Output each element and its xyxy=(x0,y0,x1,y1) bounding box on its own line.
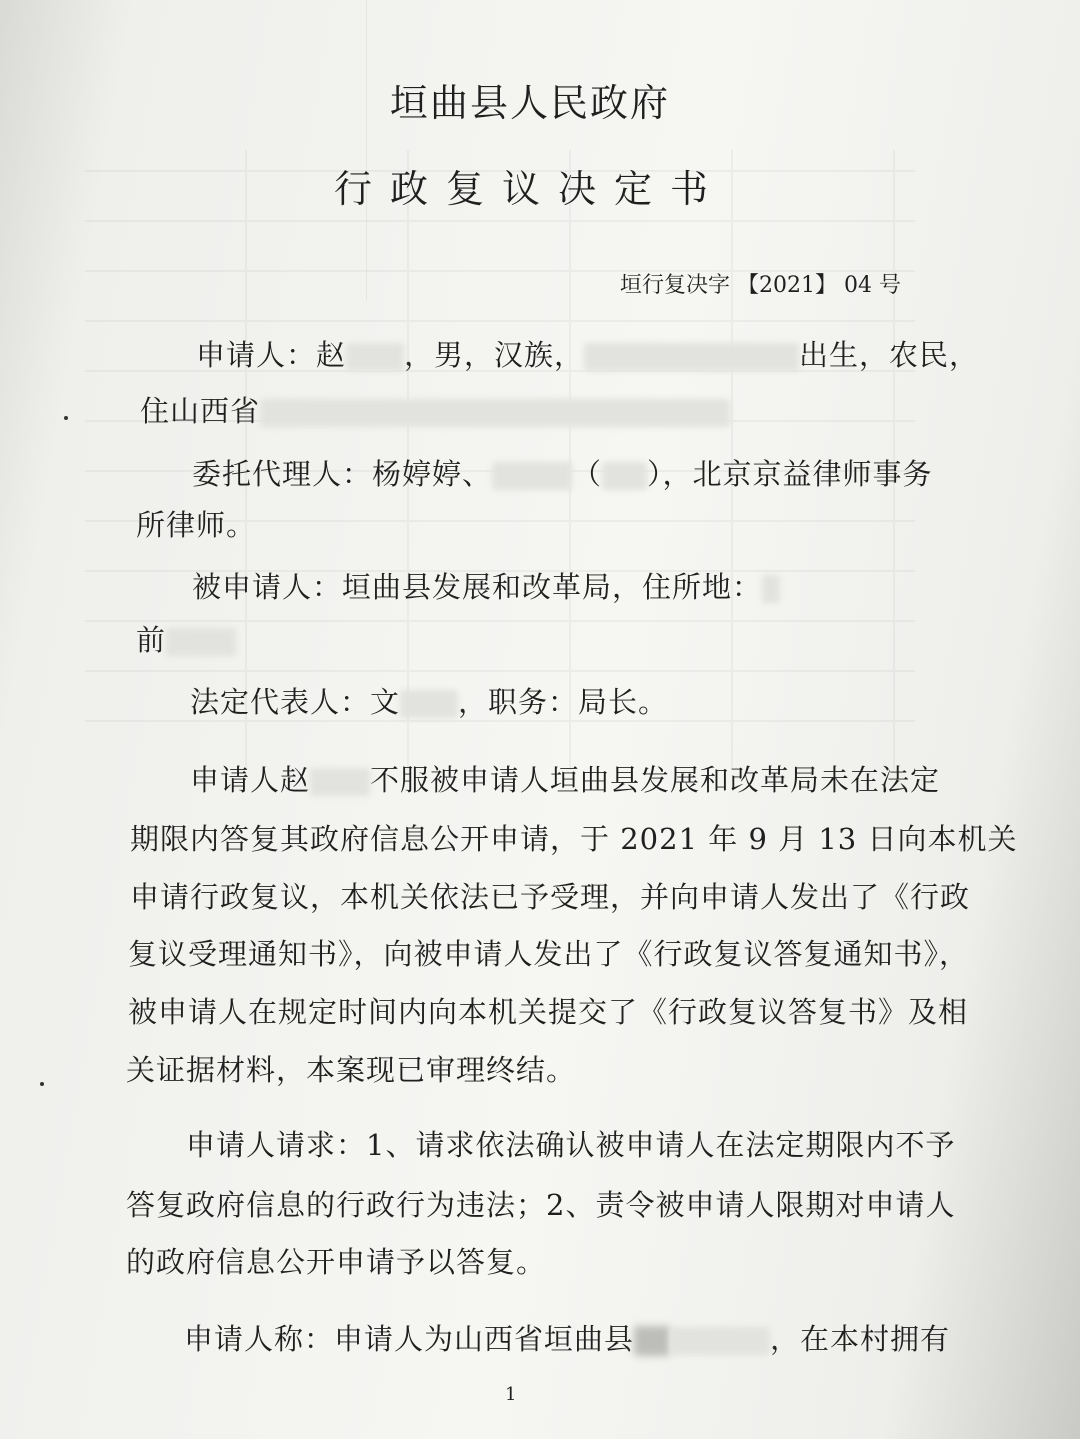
redacted-rep-name xyxy=(400,690,458,718)
paragraph-2-line-1: 申请人请求：1、请求依法确认被申请人在法定期限内不予 xyxy=(186,1128,956,1162)
page-number: 1 xyxy=(505,1384,517,1405)
legal-representative-line: 法定代表人：文 ，职务：局长。 xyxy=(190,685,669,719)
issuing-authority-title: 垣曲县人民政府 xyxy=(389,81,670,125)
redacted-address xyxy=(260,399,730,427)
paragraph-1-line-6: 关证据材料，本案现已审理终结。 xyxy=(126,1053,577,1087)
paper-fold xyxy=(366,0,367,300)
redacted-respondent-address-2 xyxy=(166,628,236,656)
redacted-name xyxy=(346,343,404,371)
respondent-line-2: 前 xyxy=(136,618,236,659)
redacted-village-2 xyxy=(670,1327,770,1355)
scan-speck xyxy=(40,1082,44,1086)
respondent-line-1: 被申请人：垣曲县发展和改革局，住所地： xyxy=(192,565,780,606)
scan-speck xyxy=(64,416,68,420)
redacted-birthdate xyxy=(584,343,799,371)
document-type-title: 行政复议决定书 xyxy=(333,167,726,211)
document-number: 垣行复决字 【2021】 04 号 xyxy=(620,273,901,298)
redacted-respondent-address xyxy=(762,575,780,603)
paragraph-1-line-5: 被申请人在规定时间内向本机关提交了《行政复议答复书》及相 xyxy=(128,995,969,1029)
paragraph-2-line-2: 答复政府信息的行政行为违法；2、责令被申请人限期对申请人 xyxy=(126,1188,956,1222)
agent-line-1: 委托代理人：杨婷婷、 （ ），北京京益律师事务 xyxy=(192,457,933,491)
agent-line-2: 所律师。 xyxy=(136,508,257,542)
applicant-line-2: 住山西省 xyxy=(140,389,730,430)
applicant-line-1: 申请人：赵 ，男，汉族， 出生，农民， xyxy=(196,338,980,372)
paragraph-1-line-1: 申请人赵 不服被申请人垣曲县发展和改革局未在法定 xyxy=(190,763,941,797)
paragraph-1-line-3: 申请行政复议，本机关依法已予受理，并向申请人发出了《行政 xyxy=(130,880,971,914)
paragraph-2-line-3: 的政府信息公开申请予以答复。 xyxy=(126,1245,547,1279)
redacted-applicant-name xyxy=(310,768,370,796)
paragraph-1-line-4: 复议受理通知书》，向被申请人发出了《行政复议答复通知书》， xyxy=(128,937,970,971)
redacted-village xyxy=(634,1326,670,1356)
redacted-agent-name xyxy=(492,462,572,490)
paragraph-3-line-1: 申请人称：申请人为山西省垣曲县 ，在本村拥有 xyxy=(184,1322,951,1356)
paragraph-1-line-2: 期限内答复其政府信息公开申请，于 2021 年 9 月 13 日向本机关 xyxy=(130,822,1018,856)
redacted-agent-note xyxy=(602,462,647,490)
